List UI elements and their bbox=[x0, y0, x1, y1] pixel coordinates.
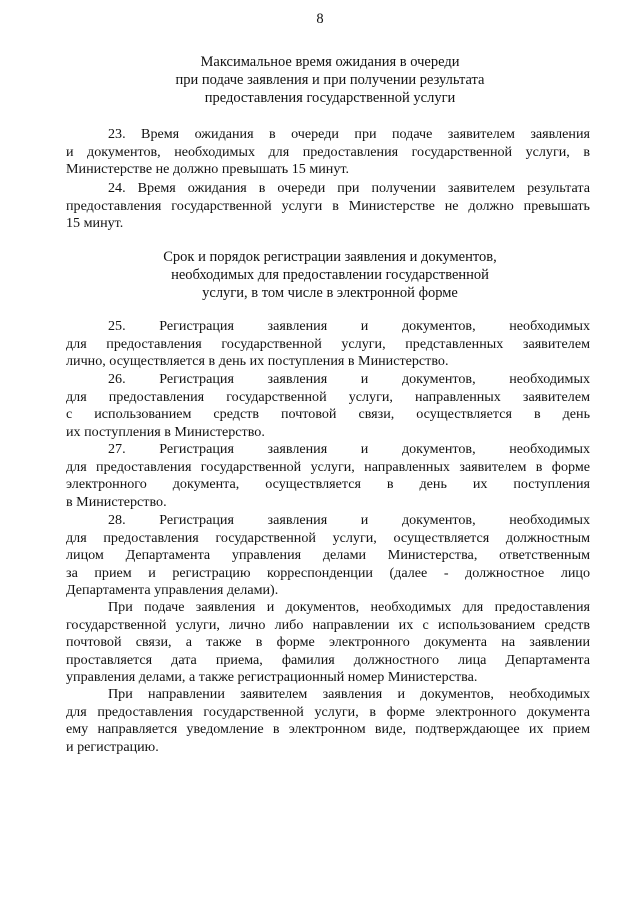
paragraph-electronic-notification bbox=[66, 686, 590, 756]
paragraph-line: для предоставления государственной услуги, направленных заявителем в форме bbox=[66, 458, 590, 475]
paragraph-line: их поступления в Министерство. bbox=[66, 423, 265, 440]
paragraph-27 bbox=[66, 441, 590, 511]
heading-line: предоставления государственной услуги bbox=[204, 90, 456, 106]
paragraph-28 bbox=[66, 512, 590, 600]
paragraph-line: почтовой связи, а также в форме электронного документа на заявлении bbox=[66, 634, 590, 651]
paragraph-line: При подаче заявления и документов, необходимых для предоставления bbox=[108, 599, 590, 615]
paragraph-line: 24. Время ожидания в очереди при получении заявителем результата bbox=[108, 180, 590, 196]
paragraph-line: и документов, необходимых для предоставления государственной услуги, в bbox=[66, 143, 590, 160]
paragraph-line: лицом Департамента управления делами Министерства, ответственным bbox=[66, 547, 590, 564]
paragraph-line: Департамента управления делами). bbox=[66, 582, 279, 599]
paragraph-line: лично, осуществляется в день их поступления в Министерство. bbox=[66, 353, 449, 370]
section-heading-waiting-time bbox=[70, 53, 590, 107]
paragraph-line: предоставления государственной услуги в Министерстве не должно превышать bbox=[66, 197, 590, 214]
heading-line: необходимых для предоставлении государственной bbox=[171, 267, 489, 283]
paragraph-line: Министерстве не должно превышать 15 минут. bbox=[66, 161, 349, 178]
paragraph-line: управления делами, а также регистрационный номер Министерства. bbox=[66, 669, 478, 686]
page-number: 8 bbox=[316, 11, 324, 27]
paragraph-26 bbox=[66, 371, 590, 441]
paragraph-line: 27. Регистрация заявления и документов, необходимых bbox=[108, 441, 590, 457]
heading-line: Срок и порядок регистрации заявления и документов, bbox=[163, 249, 497, 265]
paragraph-line: 15 минут. bbox=[66, 215, 124, 232]
paragraph-25 bbox=[66, 318, 590, 371]
paragraph-line: для предоставления государственной услуги, в форме электронного документа bbox=[66, 703, 590, 720]
paragraph-24 bbox=[66, 180, 590, 233]
paragraph-line: для предоставления государственной услуги, представленных заявителем bbox=[66, 335, 590, 352]
section-heading-registration bbox=[70, 248, 590, 302]
paragraph-reception-stamp bbox=[66, 599, 590, 687]
paragraph-line: При направлении заявителем заявления и документов, необходимых bbox=[108, 686, 590, 702]
paragraph-line: с использованием средств почтовой связи, осуществляется в день bbox=[66, 406, 590, 423]
paragraph-line: для предоставления государственной услуги, направленных заявителем bbox=[66, 388, 590, 405]
paragraph-23 bbox=[66, 126, 590, 179]
heading-line: услуги, в том числе в электронной форме bbox=[202, 285, 458, 301]
paragraph-line: государственной услуги, лично либо направлении их с использованием средств bbox=[66, 616, 590, 633]
paragraph-line: электронного документа, осуществляется в день их поступления bbox=[66, 476, 590, 493]
paragraph-line: 28. Регистрация заявления и документов, необходимых bbox=[108, 512, 590, 528]
heading-line: при подаче заявления и при получении результата bbox=[175, 72, 485, 88]
paragraph-line: проставляется дата приема, фамилия должностного лица Департамента bbox=[66, 651, 590, 668]
paragraph-line: за прием и регистрацию корреспонденции (далее - должностное лицо bbox=[66, 564, 590, 581]
paragraph-line: для предоставления государственной услуги, осуществляется должностным bbox=[66, 529, 590, 546]
paragraph-line: 23. Время ожидания в очереди при подаче заявителем заявления bbox=[108, 126, 590, 142]
paragraph-line: 26. Регистрация заявления и документов, необходимых bbox=[108, 371, 590, 387]
paragraph-line: ему направляется уведомление в электронном виде, подтверждающее их прием bbox=[66, 721, 590, 738]
paragraph-line: в Министерство. bbox=[66, 493, 167, 510]
paragraph-line: 25. Регистрация заявления и документов, необходимых bbox=[108, 318, 590, 334]
heading-line: Максимальное время ожидания в очереди bbox=[200, 54, 460, 70]
paragraph-line: и регистрацию. bbox=[66, 738, 159, 755]
